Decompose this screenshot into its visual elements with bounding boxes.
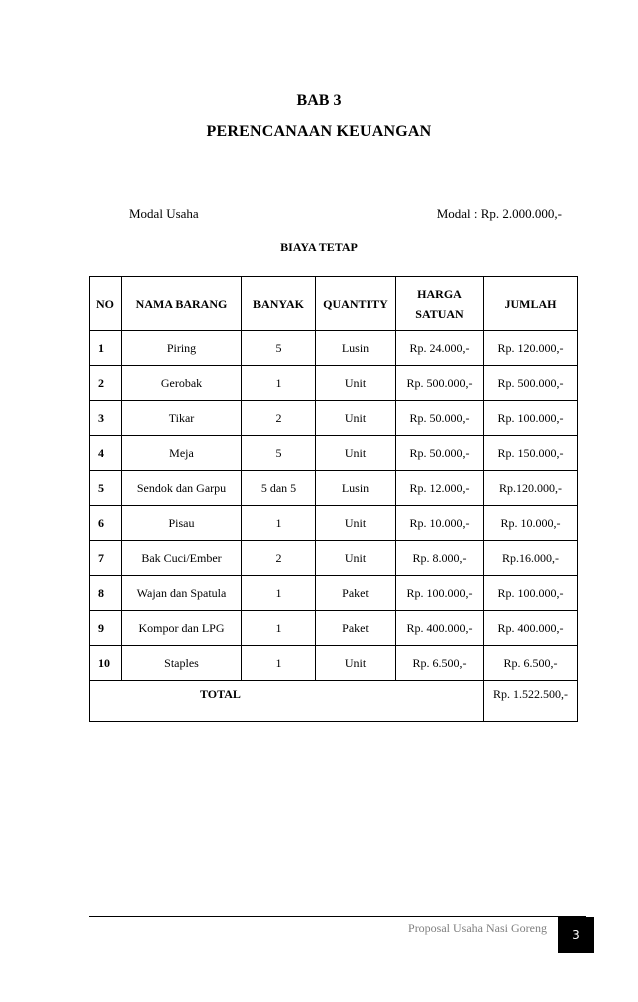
table-row <box>90 436 578 471</box>
cell-no: 10 <box>90 646 122 681</box>
cell-no: 4 <box>90 436 122 471</box>
table-row <box>90 646 578 681</box>
cell-jumlah: Rp.16.000,- <box>484 541 578 576</box>
cell-no: 9 <box>90 611 122 646</box>
cell-no: 8 <box>90 576 122 611</box>
page-title: PERENCANAAN KEUANGAN <box>206 123 432 140</box>
table-row <box>90 471 578 506</box>
cell-jumlah: Rp. 150.000,- <box>484 436 578 471</box>
cell-banyak: 1 <box>242 646 316 681</box>
cell-harga-satuan: Rp. 10.000,- <box>396 506 484 541</box>
total-label-cell <box>90 681 484 722</box>
cell-harga-satuan: Rp. 50.000,- <box>396 436 484 471</box>
cell-nama-barang: Piring <box>122 331 242 366</box>
cell-nama-barang: Bak Cuci/Ember <box>122 541 242 576</box>
header-jumlah: JUMLAH <box>484 277 578 331</box>
cell-quantity: Lusin <box>316 331 396 366</box>
cell-harga-satuan: Rp. 24.000,- <box>396 331 484 366</box>
table-row <box>90 611 578 646</box>
cell-no: 2 <box>90 366 122 401</box>
cell-nama-barang: Staples <box>122 646 242 681</box>
header-harga-line2: SATUAN <box>415 306 464 321</box>
table-body <box>90 331 578 681</box>
cell-nama-barang: Gerobak <box>122 366 242 401</box>
cell-nama-barang: Pisau <box>122 506 242 541</box>
cell-quantity: Paket <box>316 611 396 646</box>
modal-amount: Modal : Rp. 2.000.000,- <box>436 206 562 221</box>
cell-harga-satuan: Rp. 500.000,- <box>396 366 484 401</box>
table-row <box>90 401 578 436</box>
table-row <box>90 541 578 576</box>
cell-jumlah: Rp. 10.000,- <box>484 506 578 541</box>
cell-no: 6 <box>90 506 122 541</box>
table-row <box>90 506 578 541</box>
cell-banyak: 2 <box>242 541 316 576</box>
header-no: NO <box>90 277 122 331</box>
cell-banyak: 1 <box>242 366 316 401</box>
cell-quantity: Unit <box>316 401 396 436</box>
total-row <box>90 681 578 722</box>
cell-nama-barang: Kompor dan LPG <box>122 611 242 646</box>
cell-harga-satuan: Rp. 100.000,- <box>396 576 484 611</box>
fixed-cost-table <box>89 276 578 722</box>
header-harga-satuan <box>396 277 484 331</box>
cell-nama-barang: Tikar <box>122 401 242 436</box>
cell-harga-satuan: Rp. 8.000,- <box>396 541 484 576</box>
cell-quantity: Paket <box>316 576 396 611</box>
header-quantity: QUANTITY <box>316 277 396 331</box>
cell-harga-satuan: Rp. 400.000,- <box>396 611 484 646</box>
table-header-row <box>90 277 578 331</box>
table-row <box>90 576 578 611</box>
cell-jumlah: Rp. 400.000,- <box>484 611 578 646</box>
cell-no: 3 <box>90 401 122 436</box>
footer-title: Proposal Usaha Nasi Goreng <box>408 921 547 935</box>
page-number: 3 <box>558 917 594 953</box>
cell-banyak: 1 <box>242 611 316 646</box>
header-harga-line1: HARGA <box>417 286 462 301</box>
cell-no: 7 <box>90 541 122 576</box>
cell-banyak: 1 <box>242 506 316 541</box>
cell-banyak: 1 <box>242 576 316 611</box>
cell-nama-barang: Wajan dan Spatula <box>122 576 242 611</box>
cell-no: 1 <box>90 331 122 366</box>
cell-no: 5 <box>90 471 122 506</box>
header-banyak: BANYAK <box>242 277 316 331</box>
total-value: Rp. 1.522.500,- <box>484 681 578 722</box>
cell-quantity: Unit <box>316 646 396 681</box>
cell-banyak: 5 <box>242 436 316 471</box>
cell-banyak: 5 <box>242 331 316 366</box>
modal-usaha-label: Modal Usaha <box>129 206 199 221</box>
table-row <box>90 366 578 401</box>
cell-nama-barang: Sendok dan Garpu <box>122 471 242 506</box>
cell-quantity: Unit <box>316 436 396 471</box>
cell-nama-barang: Meja <box>122 436 242 471</box>
cell-quantity: Unit <box>316 541 396 576</box>
chapter-heading: BAB 3 <box>296 92 342 109</box>
cell-harga-satuan: Rp. 50.000,- <box>396 401 484 436</box>
cell-banyak: 5 dan 5 <box>242 471 316 506</box>
cell-jumlah: Rp. 6.500,- <box>484 646 578 681</box>
cell-jumlah: Rp. 500.000,- <box>484 366 578 401</box>
header-nama-barang: NAMA BARANG <box>122 277 242 331</box>
footer-divider <box>89 916 586 917</box>
cell-jumlah: Rp. 120.000,- <box>484 331 578 366</box>
cell-harga-satuan: Rp. 6.500,- <box>396 646 484 681</box>
cell-jumlah: Rp. 100.000,- <box>484 401 578 436</box>
cell-banyak: 2 <box>242 401 316 436</box>
section-title: BIAYA TETAP <box>280 240 358 254</box>
cell-jumlah: Rp.120.000,- <box>484 471 578 506</box>
cell-harga-satuan: Rp. 12.000,- <box>396 471 484 506</box>
cell-jumlah: Rp. 100.000,- <box>484 576 578 611</box>
cell-quantity: Unit <box>316 366 396 401</box>
cell-quantity: Lusin <box>316 471 396 506</box>
total-label: TOTAL <box>200 687 241 701</box>
table-row <box>90 331 578 366</box>
cell-quantity: Unit <box>316 506 396 541</box>
